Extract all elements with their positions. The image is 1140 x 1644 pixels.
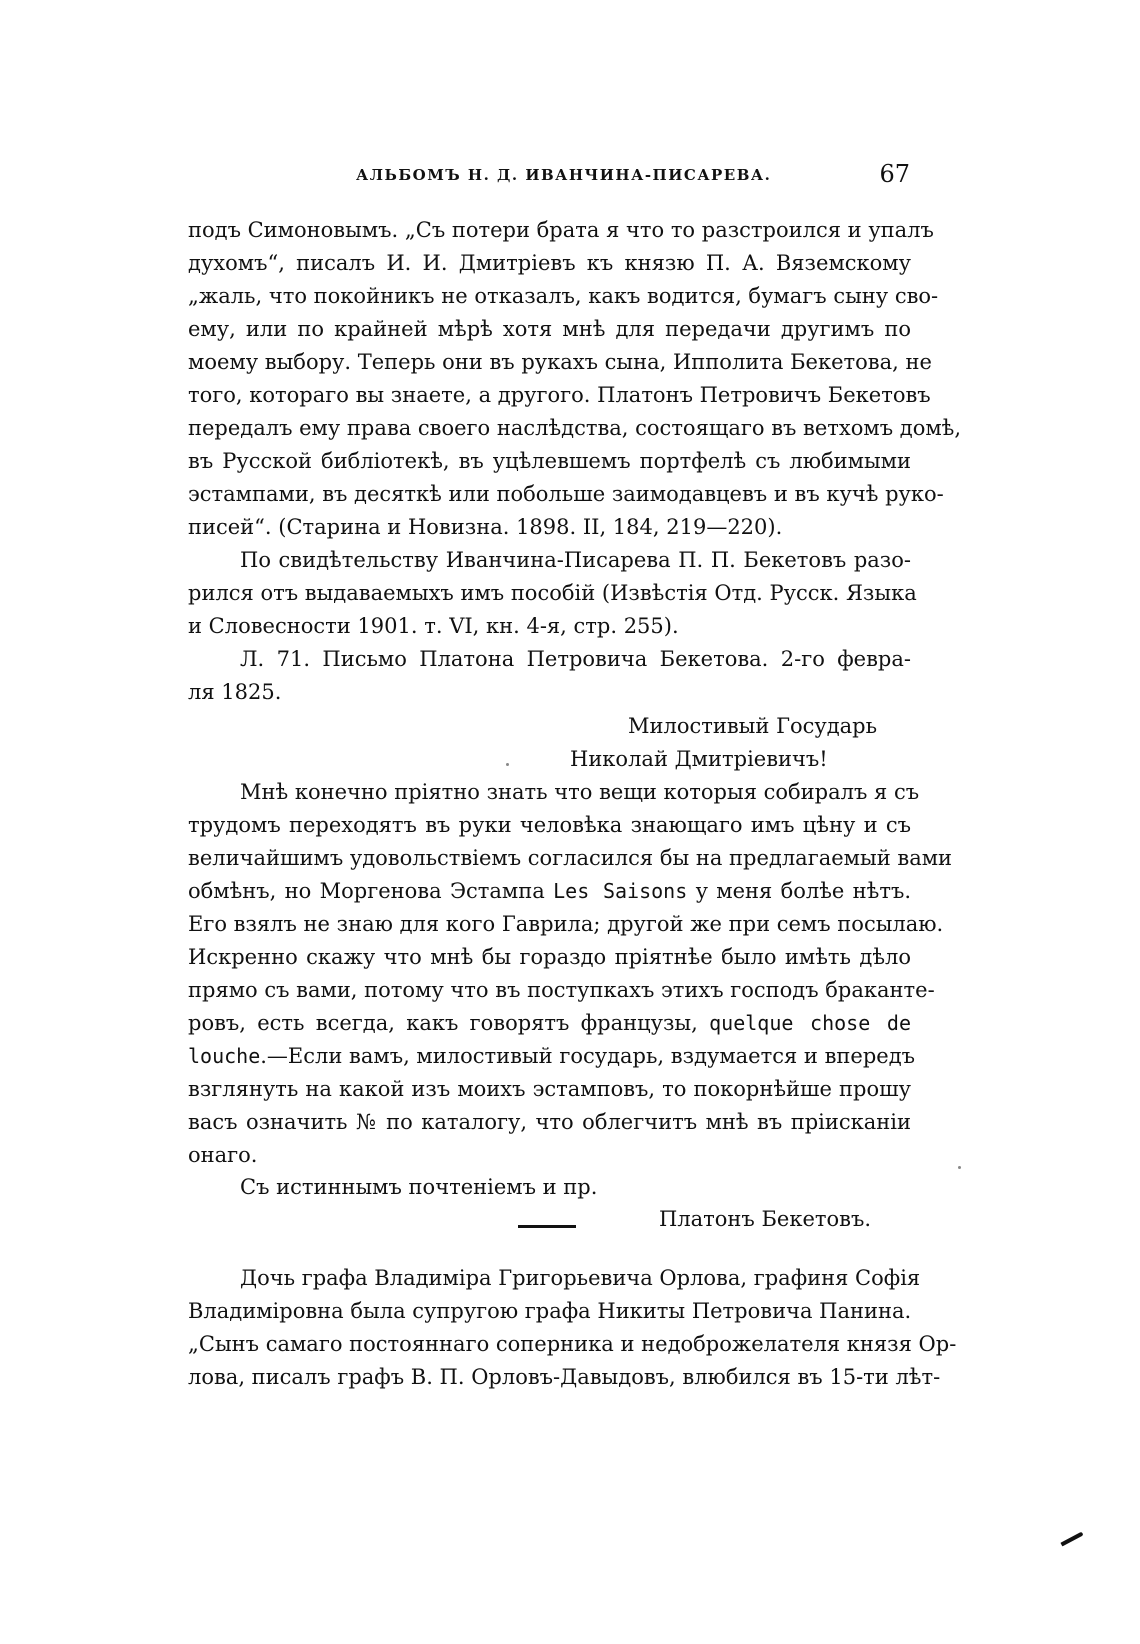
text-line: Мнѣ конечно пріятно знать что вещи которыя собиралъ я съ — [240, 780, 920, 804]
text-fragment: .—Если вамъ, милостивый государь, вздумается и впередъ — [260, 1044, 915, 1068]
text-line: ему, или по крайней мѣрѣ хотя мнѣ для передачи другимъ по — [188, 317, 911, 341]
text-line: Искренно скажу что мнѣ бы гораздо пріятнѣе было имѣть дѣло — [188, 945, 911, 969]
closing-line: Съ истиннымъ почтеніемъ и пр. — [240, 1175, 598, 1199]
text-line: рился отъ выдаваемыхъ имъ пособій (Извѣстія Отд. Русск. Языка — [188, 581, 917, 605]
latin-phrase: Les Saisons — [553, 879, 688, 903]
scan-speck — [958, 1166, 961, 1169]
text-line: того, котораго вы знаете, а другого. Платонъ Петровичъ Бекетовъ — [188, 383, 931, 407]
text-line: Его взялъ не знаю для кого Гаврила; другой же при семъ посылаю. — [188, 912, 944, 936]
text-line: передалъ ему права своего наслѣдства, состоящаго въ ветхомъ домѣ, — [188, 416, 962, 440]
section-divider — [518, 1225, 576, 1228]
text-line: духомъ“, писалъ И. И. Дмитріевъ къ князю П. А. Вяземскому — [188, 251, 911, 275]
text-line: Дочь графа Владиміра Григорьевича Орлова, графиня Софія — [240, 1266, 921, 1290]
latin-phrase: quelque chose de — [709, 1011, 912, 1035]
text-line: „жаль, что покойникъ не отказалъ, какъ водится, бумагъ сыну сво- — [188, 284, 939, 308]
text-line: ля 1825. — [188, 680, 282, 704]
text-line: эстампами, въ десяткѣ или побольше заимодавцевъ и въ кучѣ руко- — [188, 482, 944, 506]
text-line — [188, 875, 911, 907]
text-line: величайшимъ удовольствіемъ согласился бы на предлагаемый вами — [188, 846, 953, 870]
text-fragment: ровъ, есть всегда, какъ говорятъ французы, — [188, 1011, 710, 1035]
latin-phrase: louche — [188, 1044, 261, 1068]
text-line: моему выбору. Теперь они въ рукахъ сына, Ипполита Бекетова, не — [188, 350, 932, 374]
page-number: 67 — [879, 160, 910, 188]
text-line: трудомъ переходятъ въ руки человѣка знающаго имъ цѣну и съ — [188, 813, 911, 837]
salutation-line: Николай Дмитріевичъ! — [570, 747, 828, 771]
text-line: лова, писалъ графъ В. П. Орловъ-Давыдовъ, влюбился въ 15-ти лѣт- — [188, 1365, 941, 1389]
signature-line: Платонъ Бекетовъ. — [659, 1207, 871, 1231]
text-line: Л. 71. Письмо Платона Петровича Бекетова. 2-го февра- — [240, 647, 911, 671]
text-line — [188, 1007, 911, 1039]
text-line: По свидѣтельству Иванчина-Писарева П. П. Бекетовъ разо- — [240, 548, 911, 572]
text-line: и Словесности 1901. т. VI, кн. 4-я, стр. 255). — [188, 614, 679, 638]
text-line: прямо съ вами, потому что въ поступкахъ этихъ господъ браканте- — [188, 978, 935, 1002]
text-line: „Сынъ самаго постояннаго соперника и недоброжелателя князя Ор- — [188, 1332, 957, 1356]
text-line — [188, 1040, 915, 1072]
scan-speck — [506, 763, 509, 766]
scan-mark — [1060, 1532, 1083, 1547]
text-line: подъ Симоновымъ. „Съ потери брата я что то разстроился и упалъ — [188, 218, 934, 242]
text-line: васъ означить № по каталогу, что облегчитъ мнѣ въ пріисканіи — [188, 1110, 911, 1134]
text-line: Владиміровна была супругою графа Никиты Петровича Панина. — [188, 1299, 912, 1323]
running-head: АЛЬБОМЪ Н. Д. ИВАНЧИНА-ПИСАРЕВА. — [356, 166, 772, 184]
salutation-line: Милостивый Государь — [628, 714, 878, 738]
text-line: онаго. — [188, 1143, 258, 1167]
text-fragment: у меня болѣе нѣтъ. — [687, 879, 911, 903]
text-line: въ Русской библіотекѣ, въ уцѣлевшемъ портфелѣ съ любимыми — [188, 449, 911, 473]
text-fragment: обмѣнъ, но Моргенова Эстампа — [188, 879, 554, 903]
text-line: писей“. (Старина и Новизна. 1898. II, 184, 219—220). — [188, 515, 783, 539]
page-header — [180, 160, 910, 194]
text-line: взглянуть на какой изъ моихъ эстамповъ, то покорнѣйше прошу — [188, 1077, 911, 1101]
